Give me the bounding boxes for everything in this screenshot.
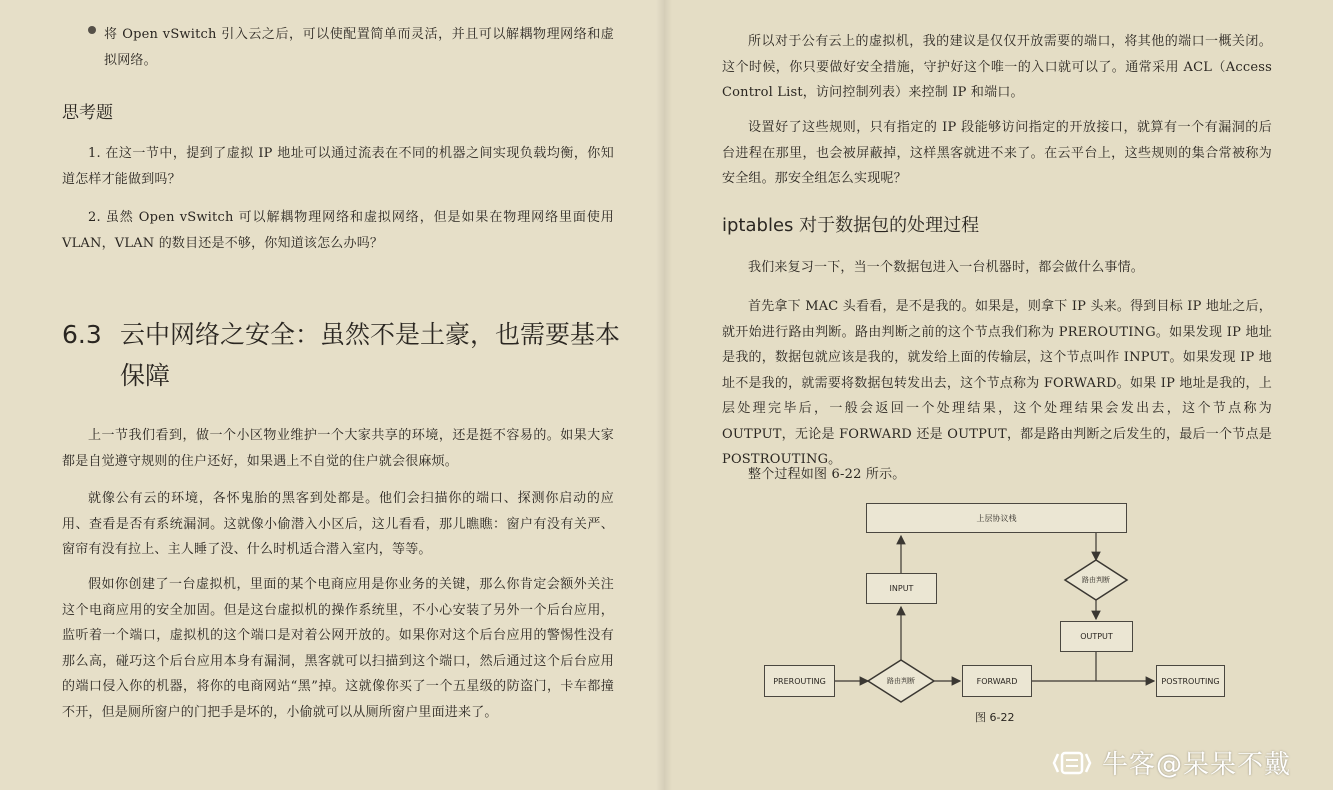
right-paragraph-4: 首先拿下 MAC 头看看，是不是我的。如果是，则拿下 IP 头来。得到目标 IP 地址之后，就开始进行路由判断。路由判断之前的这个节点我们称为 PREROUTING。如果发现 IP 地址是我的，数据包就应该是我的，就发给上面的传输层，这个节点叫作 INPUT。如果发现 IP 地址不是我的，就需要将数据包转发出去，这个节点称为 FORWARD。如果 IP 地址是我的，上层处理完毕后，一般会返回一个处理结果，这个处理结果会发出去，这个节点称为 OUTPUT，无论是 FORWARD 还是 OUTPUT，都是路由判断之后发生的，最后一个节点是 POSTROUTING。 [722, 299, 1272, 467]
right-paragraph-3: 我们来复习一下，当一个数据包进入一台机器时，都会做什么事情。 [748, 260, 1145, 275]
nowcoder-logo-icon [1052, 746, 1092, 780]
figure-caption: 图 6-22 [975, 711, 1015, 724]
left-paragraph-3: 假如你创建了一台虚拟机，里面的某个电商应用是你业务的关键，那么你肯定会额外关注这个电商应用的安全加固。但是这台虚拟机的操作系统里，不小心安装了另外一个后台应用，监听着一个端口，虚拟机的这个端口是对着公网开放的。如果你对这个后台应用的警惕性没有那么高，碰巧这个后台应用本身有漏洞，黑客就可以扫描到这个端口，然后通过这个后台应用的端口侵入你的机器，将你的电商网站“黑”掉。这就像你买了一个五星级的防盗门，卡车都撞不开，但是厕所窗户的门把手是坏的，小偷就可以从厕所窗户里面进来了。 [62, 577, 614, 720]
right-paragraph-2: 设置好了这些规则，只有指定的 IP 段能够访问指定的开放接口，就算有一个有漏洞的后台进程在那里，也会被屏蔽掉，这样黑客就进不来了。在云平台上，这些规则的集合常被称为安全组。那安全组怎么实现呢？ [722, 120, 1272, 186]
output-box: OUTPUT [1060, 621, 1133, 652]
route-label-right: 路由判断 [1082, 576, 1110, 584]
iptables-subheading: iptables 对于数据包的处理过程 [722, 215, 980, 236]
route-label-left: 路由判断 [887, 677, 915, 685]
watermark [1052, 744, 1291, 781]
forward-box: FORWARD [962, 665, 1032, 697]
prerouting-box: PREROUTING [764, 665, 835, 697]
watermark-text: 牛客@呆呆不戴 [1102, 750, 1292, 780]
postrouting-box: POSTROUTING [1156, 665, 1225, 697]
left-paragraph-1: 上一节我们看到，做一个小区物业维护一个大家共享的环境，还是挺不容易的。如果大家都是自觉遵守规则的住户还好，如果遇上不自觉的住户就会很麻烦。 [62, 428, 614, 469]
right-paragraph-1: 所以对于公有云上的虚拟机，我的建议是仅仅开放需要的端口，将其他的端口一概关闭。这个时候，你只要做好安全措施，守护好这个唯一的入口就可以了。通常采用 ACL（Access Control List，访问控制列表）来控制 IP 和端口。 [722, 34, 1272, 100]
right-paragraph-5: 整个过程如图 6-22 所示。 [748, 467, 906, 482]
left-paragraph-2: 就像公有云的环境，各怀鬼胎的黑客到处都是。他们会扫描你的端口、探测你启动的应用、查看是否有系统漏洞。这就像小偷潜入小区后，这儿看看，那儿瞧瞧：窗户有没有关严、窗帘有没有拉上、主人睡了没、什么时机适合潜入室内，等等。 [62, 491, 614, 557]
bullet-text: 将 Open vSwitch 引入云之后，可以使配置简单而灵活，并且可以解耦物理网络和虚拟网络。 [104, 27, 614, 68]
section-number: 6.3 [62, 320, 102, 349]
section-title: 云中网络之安全：虽然不是土豪，也需要基本保障 [120, 320, 621, 390]
question-2: 2. 虽然 Open vSwitch 可以解耦物理网络和虚拟网络，但是如果在物理网络里面使用 VLAN，VLAN 的数目还是不够，你知道该怎么办吗？ [62, 210, 614, 251]
question-1: 1. 在这一节中，提到了虚拟 IP 地址可以通过流表在不同的机器之间实现负载均衡，你知道怎样才能做到吗？ [62, 146, 614, 187]
input-box: INPUT [866, 573, 937, 604]
upper-protocol-box: 上层协议栈 [866, 503, 1127, 533]
think-heading: 思考题 [62, 103, 113, 123]
